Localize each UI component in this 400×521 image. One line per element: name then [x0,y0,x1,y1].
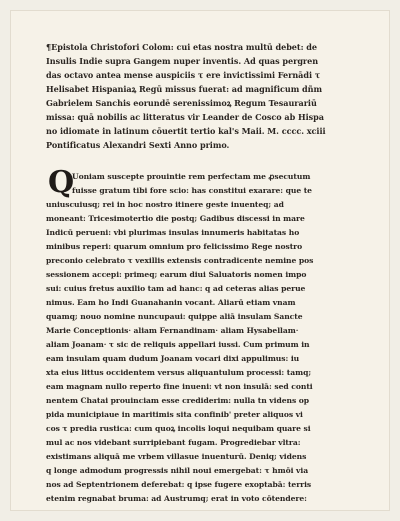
body-line: fuisse gratum tibi fore scio: has constitui exarare: que te [72,186,312,195]
body-line: nentem Chatai prouinciam esse crediderim: nulla tn videns op [46,396,310,405]
body-line: minibus reperi: quarum omnium pro felicissimo Rege nostro [46,242,303,251]
body-line: eam magnam nullo reperto fine inueni: vt non insulā: sed conti [46,382,313,391]
heading-line: missa: quā nobilis ac litteratus vir Leander de Cosco ab Hispa [46,112,324,122]
heading-line: Gabrielem Sanchis eorundē serenissimoꝝ Regum Tesaurariū [46,98,317,108]
drop-initial: Q [47,165,75,200]
body-line: Marie Conceptionis· aliam Fernandinam· aliam Hysabellam· [46,326,299,335]
heading-line: Pontificatus Alexandri Sexti Anno primo. [46,140,230,150]
heading-line: Insulis Indie supra Gangem nuper inventis. Ad quas pergren [46,56,319,66]
heading-line: das octavo antea mense auspiciis τ ere invictissimi Fernādi τ [46,70,321,80]
body-line: nos ad Septentrionem deferebat: q ipse fugere exoptabā: terris [46,480,312,489]
body-line: sessionem accepi: primeq; earum diui Saluatoris nomen impo [46,270,307,279]
body-line: preconio celebrato τ vexillis extensis contradicente nemine pos [46,256,314,265]
body-line: sui: cuius fretus auxilio tam ad hanc: q ad ceteras alias perue [46,284,306,293]
body-line: quamq; nouo nomine nuncupaui: quippe aliā insulam Sancte [46,312,303,321]
body-line: existimans aliquā me vrbem villasue inuenturū. Deniq; videns [46,452,307,461]
body-line: mul ac nos videbant surripiebant fugam. Progrediebar vltra: [46,438,301,447]
body-line: pida municipiaue in maritimis sita confinib' preter aliquos vi [46,410,303,419]
heading-line: ¶Epistola Christofori Colom: cui etas nostra multū debet: de [46,42,318,52]
body-line: Indicū perueni: vbi plurimas insulas innumeris habitatas ho [46,228,300,237]
body-line: aliam Joanam· τ sic de reliquis appellari iussi. Cum primum in [46,340,310,349]
heading-line: no idiomate in latinum cōuertit tertio kal's Maii. M. cccc. xciii [46,126,326,136]
body-line: eam insulam quam dudum Joanam vocari dixi appulimus: iu [46,354,300,363]
body-line: uniuscuiusq; rei in hoc nostro itinere geste inuenteq; ad [46,200,284,209]
body-line: nimus. Eam ho Indi Guanahanin vocant. Aliarū etiam vnam [46,298,296,307]
body-line: xta eius littus occidentem versus aliquantulum processi: tamq; [46,368,312,377]
body-line: etenim regnabat bruma: ad Austrumq; erat in voto cōtendere: [46,494,307,503]
heading-line: Helisabet Hispaniaꝝ Regū missus fuerat: ad magnificum dñm [46,84,322,94]
body-line: q longe admodum progressis nihil noui emergebat: τ hmōi via [46,466,309,475]
body-line: moneant: Tricesimotertio die postq; Gadibus discessi in mare [46,214,305,223]
body-line: cos τ predia rustica: cum quoꝝ incolis loqui nequibam quare si [46,424,311,433]
body-line: Uoniam suscepte prouintie rem perfectam me ꝓsecutum [72,172,311,181]
